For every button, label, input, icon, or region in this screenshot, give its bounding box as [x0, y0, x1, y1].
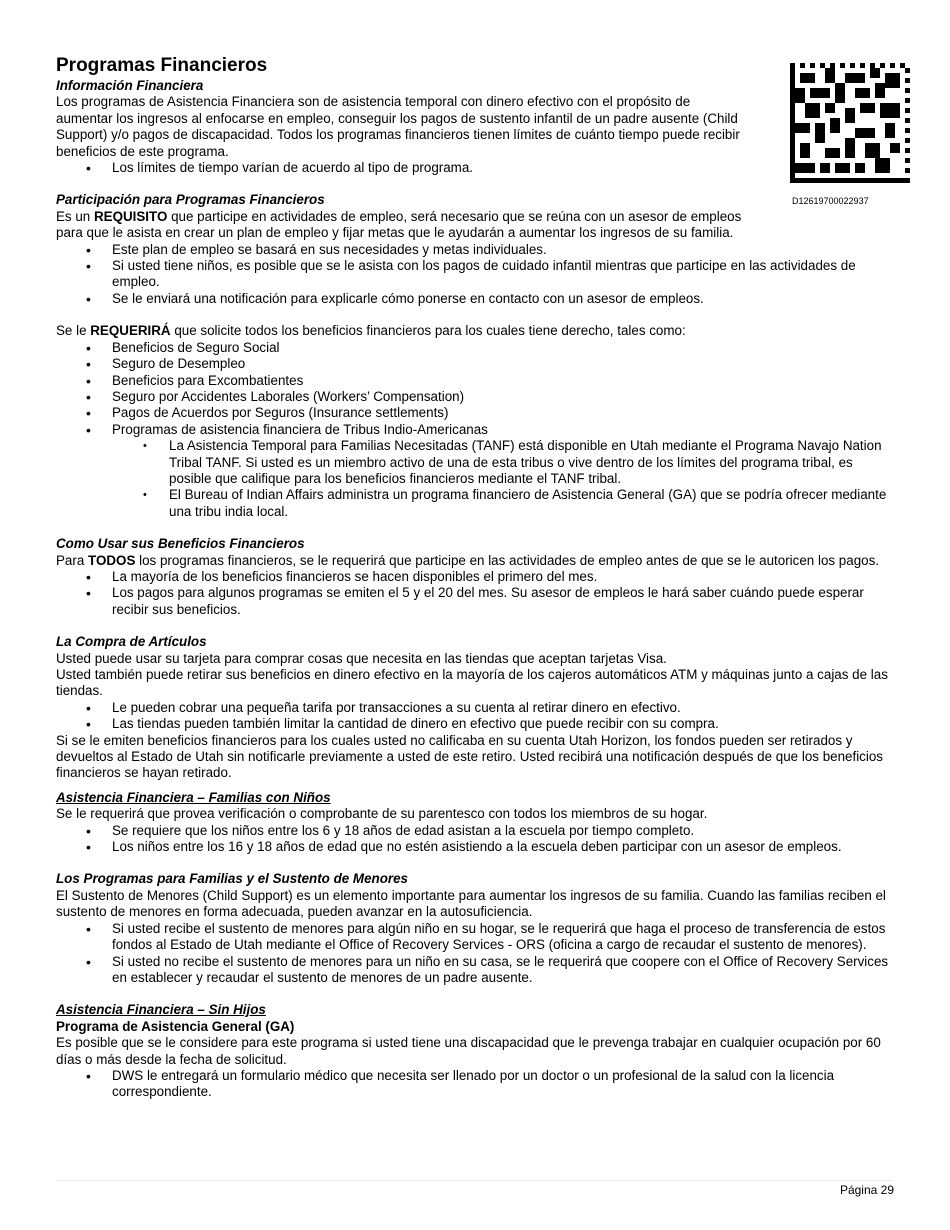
list-item: • Beneficios para Excombatientes	[56, 373, 892, 389]
using-paragraph: Para TODOS los programas financieros, se le requerirá que participe en las actividades de empleo antes de que se le autoricen los pagos.	[56, 552, 880, 568]
page-title: Programas Financieros	[56, 55, 268, 76]
info-paragraph: Los programas de Asistencia Financiera son de asistencia temporal con dinero efectivo con el propósito de aumentar los ingresos al enfocarse en empleo, conseguir los pagos de sustento infantil de un padre ausente (Child Support) y/o pagos de discapacidad. Todos los programas financieros tienen límites de cuánto tiempo puede recibir beneficios de este programa.	[56, 94, 740, 159]
sub-list-item: • La Asistencia Temporal para Familias Necesitadas (TANF) está disponible en Utah mediante el Programa Navajo Nation Tribal TANF. Si usted es un miembro activo de una de esta tribus o vive dentro de los límites del programa tribal, es posible que califique para los beneficios financieros mediante el TANF tribal.	[56, 438, 892, 487]
ga-subheading: Programa de Asistencia General (GA)	[56, 1018, 295, 1034]
list-item: • Se le enviará una notificación para explicarle cómo ponerse en contacto con un asesor de empleos.	[56, 291, 892, 307]
footer-divider	[56, 1180, 892, 1181]
participation-paragraph: Es un REQUISITO que participe en actividades de empleo, será necesario que se reúna con un asesor de empleos para que le asista en crear un plan de empleo y fijar metas que le ayudarán a aumentar los ingresos de su familia.	[56, 208, 742, 241]
child-support-list	[56, 921, 892, 987]
list-item: • La mayoría de los beneficios financieros se hacen disponibles el primero del mes.	[56, 569, 892, 585]
list-item: • Los límites de tiempo varían de acuerdo al tipo de programa.	[56, 160, 892, 176]
no-children-paragraph: Es posible que se le considere para este programa si usted tiene una discapacidad que le prevenga trabajar en cualquier ocupación por 60 días o más desde la fecha de solicitud.	[56, 1035, 881, 1067]
participation-list	[56, 242, 892, 308]
list-item: • Programas de asistencia financiera de Tribus Indio-Americanas	[56, 422, 892, 438]
using-list	[56, 569, 892, 618]
info-heading: Información Financiera	[56, 78, 204, 93]
tribal-sublist	[56, 438, 892, 520]
no-children-list	[56, 1068, 892, 1101]
list-item: • Pagos de Acuerdos por Seguros (Insurance settlements)	[56, 405, 892, 421]
purchase-list	[56, 700, 892, 733]
using-heading: Como Usar sus Beneficios Financieros	[56, 536, 305, 552]
list-item: • Si usted recibe el sustento de menores para algún niño en su hogar, se le requerirá que haga el proceso de transferencia de estos fondos al Estado de Utah mediante el Office of Recovery Services - ORS (oficina a cargo de recaudar el sustento de menores).	[56, 921, 892, 954]
document-page	[56, 54, 892, 1101]
list-item: • Seguro por Accidentes Laborales (Workers’ Compensation)	[56, 389, 892, 405]
sub-list-item: • El Bureau of Indian Affairs administra un programa financiero de Asistencia General (GA) que se podría ofrecer mediante una tribu india local.	[56, 487, 892, 520]
purchase-heading: La Compra de Artículos	[56, 634, 207, 650]
list-item: • Seguro de Desempleo	[56, 356, 892, 372]
list-item: • DWS le entregará un formulario médico que necesita ser llenado por un doctor o un profesional de la salud con la licencia correspondiente.	[56, 1068, 892, 1101]
list-item: • Las tiendas pueden también limitar la cantidad de dinero en efectivo que puede recibir con su compra.	[56, 716, 892, 732]
no-children-heading: Asistencia Financiera – Sin Hijos	[56, 1002, 266, 1018]
list-item: • Le pueden cobrar una pequeña tarifa por transacciones a su cuenta al retirar dinero en efectivo.	[56, 700, 892, 716]
page-number: Página 29	[839, 1183, 894, 1197]
info-list	[56, 160, 892, 176]
families-heading: Asistencia Financiera – Familias con Niños	[56, 789, 331, 805]
required-list	[56, 340, 892, 438]
child-support-paragraph: El Sustento de Menores (Child Support) es un elemento importante para aumentar los ingresos de su familia. Cuando las familias reciben el sustento de menores en forma adecuada, pueden avanzar en la autosuficiencia.	[56, 887, 886, 920]
list-item: • Beneficios de Seguro Social	[56, 340, 892, 356]
families-paragraph: Se le requerirá que provea verificación o comprobante de su parentesco con todos los miembros de su hogar.	[56, 806, 708, 822]
required-paragraph: Se le REQUERIRÁ que solicite todos los beneficios financieros para los cuales tiene derecho, tales como:	[56, 323, 686, 339]
list-item: • Si usted tiene niños, es posible que se le asista con los pagos de cuidado infantil mientras que participe en las actividades de empleo.	[56, 258, 892, 291]
list-item: • Se requiere que los niños entre los 6 y 18 años de edad asistan a la escuela por tiempo completo.	[56, 823, 892, 839]
child-support-heading: Los Programas para Familias y el Sustento de Menores	[56, 871, 408, 887]
participation-heading: Participación para Programas Financieros	[56, 192, 325, 208]
list-item: • Si usted no recibe el sustento de menores para un niño en su casa, se le requerirá que coopere con el Office of Recovery Services en establecer y recaudar el sustento de menores de un padre ausente.	[56, 954, 892, 987]
list-item: • Los niños entre los 16 y 18 años de edad que no estén asistiendo a la escuela deben participar con un asesor de empleos.	[56, 839, 892, 855]
list-item: • Los pagos para algunos programas se emiten el 5 y el 20 del mes. Su asesor de empleos le hará saber cuándo puede esperar recibir sus beneficios.	[56, 585, 892, 618]
list-item: • Este plan de empleo se basará en sus necesidades y metas individuales.	[56, 242, 892, 258]
families-list	[56, 823, 892, 856]
purchase-paragraph-3: Si se le emiten beneficios financieros para los cuales usted no calificaba en su cuenta Utah Horizon, los fondos pueden ser retirados y devueltos al Estado de Utah sin notificarle previamente a usted de este retiro. Usted recibirá una notificación después de que los beneficios financieros se hayan retirado.	[56, 732, 883, 781]
purchase-paragraph-1: Usted puede usar su tarjeta para comprar cosas que necesita en las tiendas que aceptan tarjetas Visa.	[56, 650, 667, 666]
purchase-paragraph-2: Usted también puede retirar sus beneficios en dinero efectivo en la mayoría de los cajeros automáticos ATM y máquinas junto a cajas de las tiendas.	[56, 667, 888, 699]
barcode-id: D12619700022937	[792, 196, 869, 206]
